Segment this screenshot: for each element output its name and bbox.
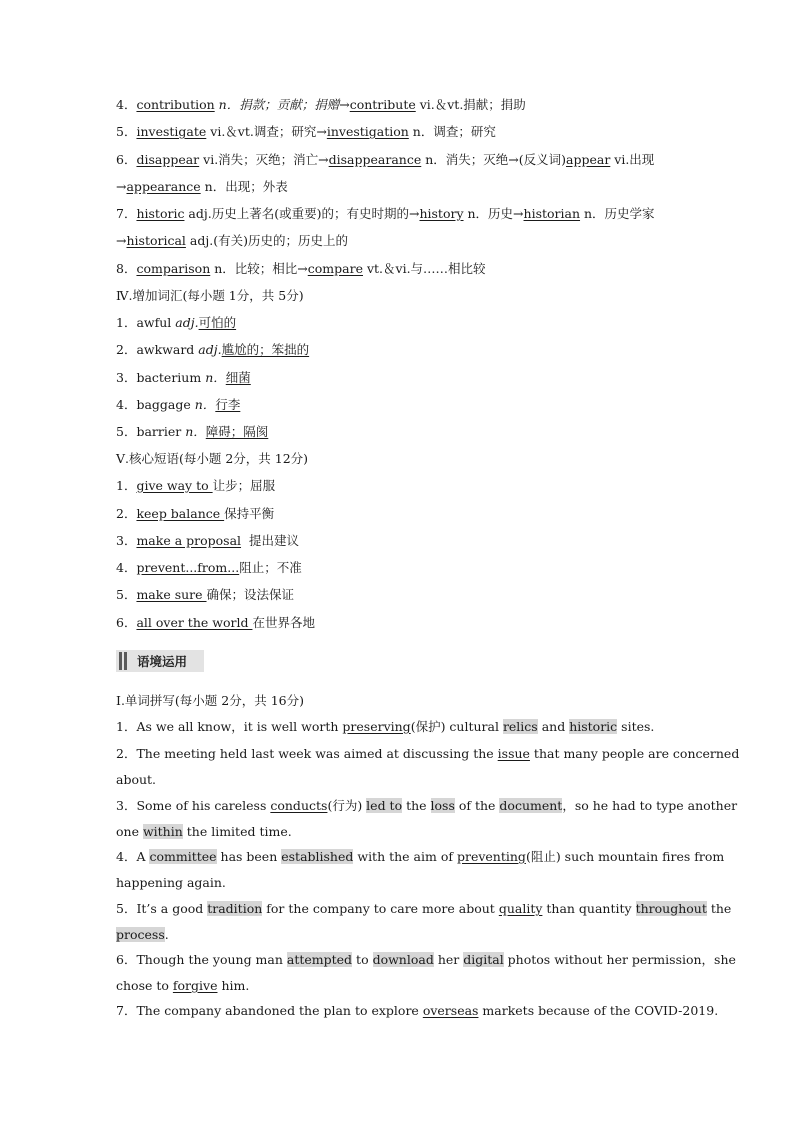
highlighted-word: committee bbox=[149, 849, 217, 864]
answer-word: comparison bbox=[136, 261, 211, 276]
answer-word: preserving bbox=[342, 719, 411, 734]
highlighted-word: established bbox=[281, 849, 354, 864]
section-5-item-4: 4．prevent...from...阻止；不准 bbox=[116, 560, 302, 575]
highlighted-word: within bbox=[142, 824, 183, 839]
section-tag-usage bbox=[116, 650, 204, 672]
vocab-line-6a: 6．disappear vi.消失；灭绝；消亡→disappearance n．消失；灭绝→(反义词)appear vi.出现 bbox=[116, 152, 655, 167]
answer-phrase: keep balance bbox=[136, 506, 225, 521]
answer-word: issue bbox=[497, 746, 530, 761]
vocab-line-7a: 7．historic adj.历史上著名(或重要)的；有史时期的→history n．历史→historian n．历史学家 bbox=[116, 206, 655, 221]
spelling-title: Ⅰ.单词拼写(每小题 2分，共 16分) bbox=[116, 693, 304, 708]
answer-word: investigate bbox=[136, 124, 207, 139]
section-4-item-5: 5．barrier n．障碍；隔阂 bbox=[116, 424, 269, 439]
vocab-line-8: 8．comparison n．比较；相比→compare vt.＆vi.与……相比较 bbox=[116, 261, 486, 276]
section-4-item-4: 4．baggage n．行李 bbox=[116, 397, 241, 412]
highlighted-word: tradition bbox=[207, 901, 263, 916]
answer-phrase: make a proposal bbox=[136, 533, 242, 548]
sentence-7: 7．The company abandoned the plan to explore overseas markets because of the COVID-2019. bbox=[116, 1003, 719, 1018]
section-5-item-6: 6．all over the world 在世界各地 bbox=[116, 615, 315, 630]
section-5-item-5: 5．make sure 确保；设法保证 bbox=[116, 587, 295, 602]
answer-word: disappearance bbox=[328, 152, 422, 167]
answer-word: 尴尬的；笨拙的 bbox=[221, 342, 310, 357]
sentence-3a: 3．Some of his careless conducts(行为) led to the loss of the document，so he had to type another bbox=[116, 798, 738, 813]
highlighted-word: document bbox=[499, 798, 563, 813]
answer-word: 可怕的 bbox=[198, 315, 237, 330]
sentence-6a: 6．Though the young man attempted to download her digital photos without her permission，she bbox=[116, 952, 736, 967]
tag-bar-icon bbox=[119, 652, 122, 670]
answer-word: quality bbox=[498, 901, 543, 916]
answer-word: overseas bbox=[422, 1003, 479, 1018]
answer-word: contribution bbox=[136, 97, 215, 112]
sentence-5b: process. bbox=[116, 927, 169, 942]
answer-word: appear bbox=[566, 152, 611, 167]
vocab-line-5: 5．investigate vi.＆vt.调查；研究→investigation n．调查；研究 bbox=[116, 124, 496, 139]
sentence-3b: one within the limited time. bbox=[116, 824, 292, 839]
answer-word: historian bbox=[523, 206, 581, 221]
section-4-title: Ⅳ.增加词汇(每小题 1分，共 5分) bbox=[116, 288, 304, 303]
answer-word: 细菌 bbox=[225, 370, 251, 385]
answer-word: appearance bbox=[126, 179, 201, 194]
highlighted-word: download bbox=[372, 952, 434, 967]
sentence-6b: chose to forgive him. bbox=[116, 978, 250, 993]
vocab-line-6b: →appearance n．出现；外表 bbox=[116, 179, 288, 194]
answer-word: 行李 bbox=[215, 397, 241, 412]
answer-word: historical bbox=[126, 233, 186, 248]
highlighted-word: process bbox=[116, 927, 165, 942]
tag-bar-icon bbox=[124, 652, 127, 670]
answer-word: 障碍；隔阂 bbox=[205, 424, 269, 439]
answer-phrase: give way to bbox=[136, 478, 213, 493]
highlighted-word: led to bbox=[366, 798, 403, 813]
vocab-line-4: 4．contribution n．捐款；贡献；捐赠→contribute vi.＆vt.捐献；捐助 bbox=[116, 97, 526, 112]
answer-word: forgive bbox=[172, 978, 218, 993]
sentence-4b: happening again. bbox=[116, 875, 226, 890]
answer-phrase: all over the world bbox=[136, 615, 253, 630]
sentence-4a: 4．A committee has been established with the aim of preventing(阻止) such mountain fires from bbox=[116, 849, 725, 864]
section-5-item-2: 2．keep balance 保持平衡 bbox=[116, 506, 275, 521]
answer-word: compare bbox=[307, 261, 363, 276]
section-5-item-3: 3．make a proposal 提出建议 bbox=[116, 533, 299, 548]
answer-word: conducts bbox=[270, 798, 328, 813]
sentence-2a: 2．The meeting held last week was aimed at discussing the issue that many people are concerned bbox=[116, 746, 740, 761]
answer-word: disappear bbox=[136, 152, 200, 167]
highlighted-word: historic bbox=[569, 719, 618, 734]
answer-word: history bbox=[419, 206, 464, 221]
highlighted-word: digital bbox=[463, 952, 504, 967]
section-tag-label: 语境运用 bbox=[137, 654, 188, 669]
answer-phrase: prevent...from... bbox=[136, 560, 240, 575]
sentence-2b: about. bbox=[116, 772, 157, 787]
answer-phrase: make sure bbox=[136, 587, 207, 602]
vocab-line-7b: →historical adj.(有关)历史的；历史上的 bbox=[116, 233, 348, 248]
answer-word: historic bbox=[136, 206, 185, 221]
section-5-title: Ⅴ.核心短语(每小题 2分，共 12分) bbox=[116, 451, 309, 466]
highlighted-word: relics bbox=[502, 719, 538, 734]
answer-word: investigation bbox=[326, 124, 409, 139]
section-4-item-2: 2．awkward adj.尴尬的；笨拙的 bbox=[116, 342, 310, 357]
sentence-1: 1．As we all know，it is well worth preserving(保护) cultural relics and historic sites. bbox=[116, 719, 655, 734]
highlighted-word: loss bbox=[430, 798, 455, 813]
section-4-item-1: 1．awful adj.可怕的 bbox=[116, 315, 237, 330]
highlighted-word: throughout bbox=[635, 901, 707, 916]
answer-word: contribute bbox=[349, 97, 416, 112]
highlighted-word: attempted bbox=[286, 952, 353, 967]
section-4-item-3: 3．bacterium n．细菌 bbox=[116, 370, 251, 385]
section-5-item-1: 1．give way to 让步；屈服 bbox=[116, 478, 276, 493]
sentence-5a: 5．It’s a good tradition for the company to care more about quality than quantity throughout the bbox=[116, 901, 732, 916]
answer-word: preventing bbox=[456, 849, 526, 864]
